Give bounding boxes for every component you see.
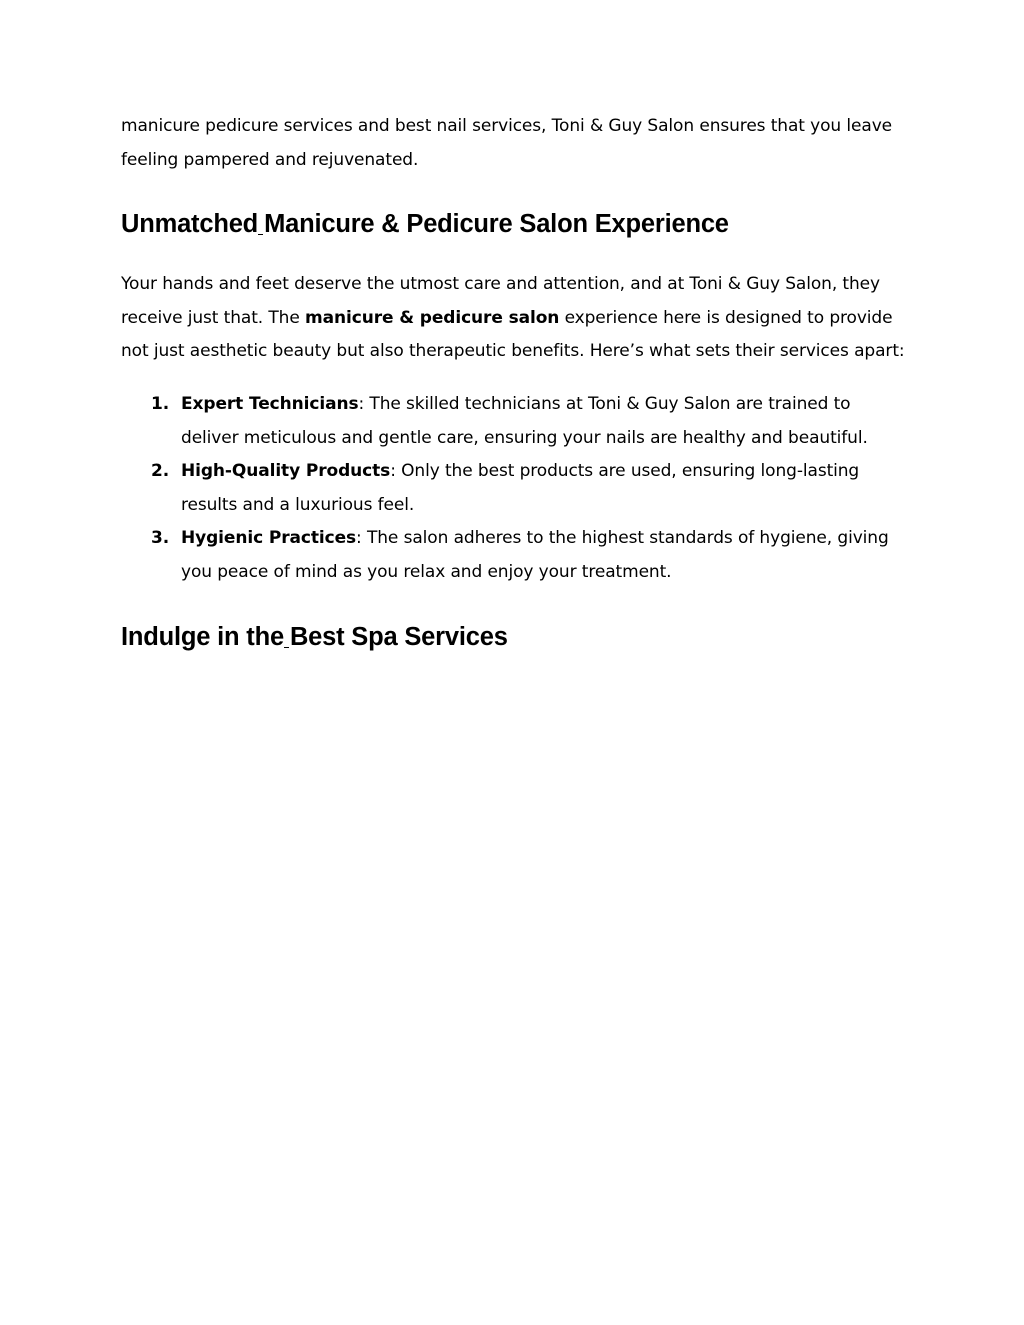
section-paragraph [121,268,911,369]
list-item-title: Hygienic Practices [181,528,357,549]
section-heading-spa-services [121,621,911,653]
list-item-title: High-Quality Products [181,461,391,482]
feature-list [121,388,911,590]
paragraph-text: experience here is designed to provide not just aesthetic beauty but also therapeutic benefits. Here’s what sets their services apart: [121,307,905,362]
list-item [121,522,911,589]
section-heading-manicure-pedicure [121,208,911,240]
underscore-mark [258,233,263,235]
list-number: 2. [151,461,170,482]
list-number: 3. [151,528,170,549]
paragraph-text: Your hands and feet deserve the utmost care and attention, and at Toni & Guy Salon, they receive just that. The [121,274,880,328]
heading-part: Manicure & Pedicure Salon Experience [264,210,729,239]
underscore-mark [284,646,289,648]
list-item [121,388,911,455]
intro-paragraph: manicure pedicure services and best nail services, Toni & Guy Salon ensures that you leave feeling pampered and rejuvenated. [121,116,893,170]
heading-part: Indulge in the [121,622,284,651]
bold-keyword: manicure & pedicure salon [305,307,560,328]
list-item [121,455,911,522]
heading-part: Best Spa Services [289,622,508,651]
list-item-text: : Only the best products are used, ensuring long-lasting results and a luxurious feel. [181,461,860,515]
list-item-text: : The salon adheres to the highest standards of hygiene, giving you peace of mind as you relax and enjoy your treatment. [181,528,889,582]
list-item-text: : The skilled technicians at Toni & Guy Salon are trained to deliver meticulous and gentle care, ensuring your nails are healthy and beautiful. [181,393,868,448]
list-number: 1. [151,393,170,414]
list-item-title: Expert Technicians [181,393,359,414]
heading-part: Unmatched [121,210,259,239]
page-content [121,110,911,653]
